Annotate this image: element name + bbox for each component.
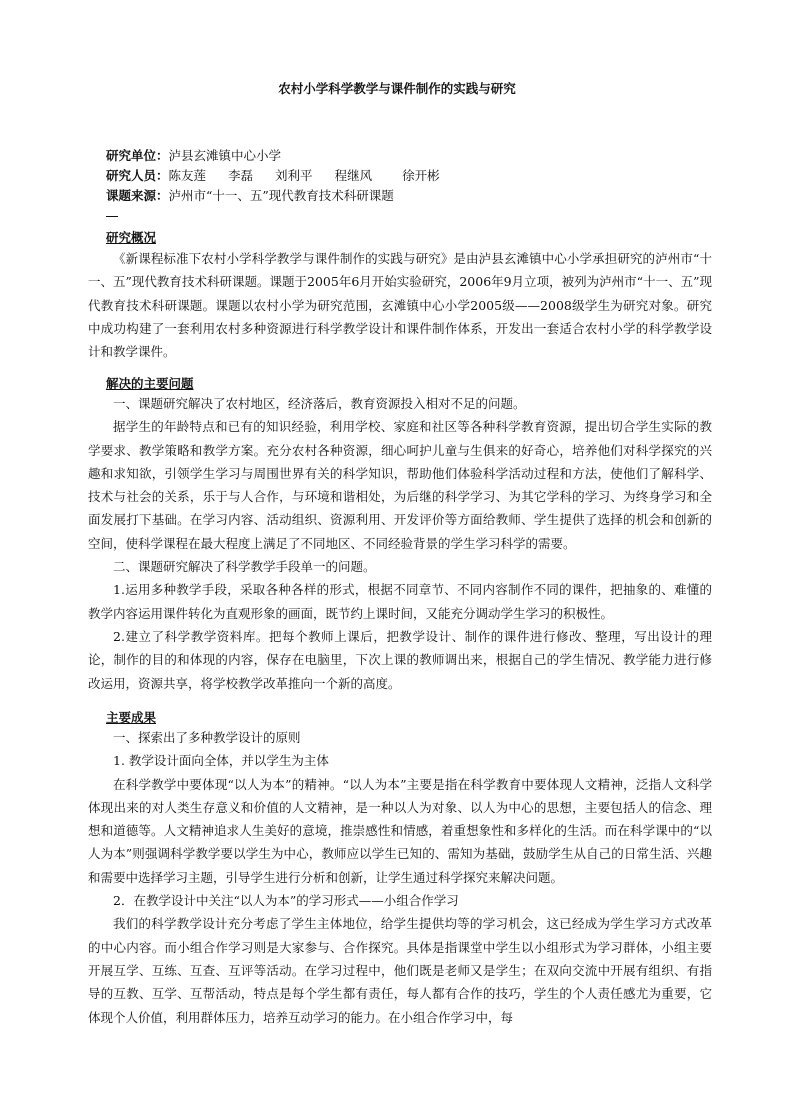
- topic-source-line: [106, 186, 706, 206]
- researchers-label: 研究人员：: [106, 168, 169, 183]
- paragraph: 二、课题研究解决了科学教学手段单一的问题。: [113, 559, 376, 575]
- document-title: 农村小学科学教学与课件制作的实践与研究: [278, 81, 516, 96]
- paragraph: 一、课题研究解决了农村地区，经济落后，教育资源投入相对不足的问题。: [113, 396, 526, 411]
- paragraph: 据学生的年龄特点和已有的知识经验，利用学校、家庭和社区等各种科学教育资源，提出切合学生实际的教学要求、教学策略和教学方案。充分农村各种资源，细心呵护儿童与生俱来的好奇心，培养他们对科学探究的兴趣和求知欲，引领学生学习与周围世界有关的科学知识，帮助他们体验科学活动过程和方法，使他们了解科学、技术与社会的关系，乐于与人合作，与环境和谐相处，为后继的科学学习、为其它学科的学习、为终身学习和全面发展打下基础。在学习内容、活动组织、资源利用、开发评价等方面给教师、学生提供了选择的机会和创新的空间，使科学课程在最大程度上满足了不同地区、不同经验背景的学生学习科学的需要。: [88, 419, 712, 551]
- topic-source-value: 泸州市“十一、五”现代教育技术科研课题: [168, 188, 394, 203]
- paragraph: 《新课程标准下农村小学科学教学与课件制作的实践与研究》是由泸县玄滩镇中心小学承担研究的泸州市“十一、五”现代教育技术科研课题。课题于2005年6月开始实验研究，2006年9月立项，被列为泸州市“十一、五”现代教育技术科研课题。课题以农村小学为研究范围，玄滩镇中心小学2005级——2008级学生为研究对象。研究中成功构建了一套利用农村多种资源进行科学教学设计和课件制作体系，开发出一套适合农村小学的科学教学设计和教学课件。: [88, 251, 712, 360]
- research-unit-value: 泸县玄滩镇中心小学: [168, 148, 282, 163]
- problems-body: [88, 392, 712, 695]
- paragraph: 我们的科学教学设计充分考虑了学生主体地位，给学生提供均等的学习机会，这已经成为学生学习方式改革的中心内容。而小组合作学习则是大家参与、合作探究。具体是指课堂中学生以小组形式为学习群体，小组主要开展互学、互练、互查、互评等活动。在学习过程中，他们既是老师又是学生；在双向交流中开展有组织、有指导的互教、互学、互帮活动，特点是每个学生都有责任，每人都有合作的技巧，学生的个人责任感尤为重要，它体现个人价值，利用群体压力，培养互动学习的能力。在小组合作学习中，每: [88, 916, 712, 1025]
- researcher-name: 程继风: [334, 168, 373, 183]
- researcher-name: 李磊: [228, 168, 254, 183]
- section-heading-overview: 研究概况: [106, 230, 157, 245]
- researcher-name: 刘利平: [275, 168, 313, 183]
- paragraph: 1. 教学设计面向全体，并以学生为主体: [113, 753, 329, 769]
- overview-body: [88, 247, 712, 363]
- paragraph: 在科学教学中要体现“以人为本”的精神。“以人为本”主要是指在科学教育中要体现人文精神，泛指人文科学体现出来的对人类生存意义和价值的人文精神，是一种以人为对象、以人为中心的思想，主要包括人的信念、理想和道德等。人文精神追求人生美好的意境，推崇感性和情感，着重想象性和多样化的生活。而在科学课中的“以人为本”则强调科学教学要以学生为中心，教师应以学生已知的、需知为基础，鼓励学生从自己的日常生活、兴趣和需要中选择学习主题，引导学生进行分析和创新，让学生通过科学探究来解决问题。: [88, 776, 712, 885]
- research-unit-line: [106, 146, 706, 166]
- paragraph: 2．在教学设计中关注“以人为本”的学习形式——小组合作学习: [113, 893, 459, 909]
- paragraph: 1.运用多种教学手段，采取各种各样的形式，根据不同章节、不同内容制作不同的课件，把抽象的、难懂的教学内容运用课件转化为直观形象的画面，既节约上课时间，又能充分调动学生学习的积极性。: [88, 582, 712, 621]
- separator-mark: [106, 216, 118, 217]
- paragraph: 一、探索出了多种教学设计的原则: [113, 730, 301, 745]
- topic-source-label: 课题来源：: [106, 188, 169, 203]
- section-heading-results: 主要成果: [106, 710, 157, 725]
- research-unit-label: 研究单位：: [106, 148, 169, 163]
- researchers-line: [106, 166, 706, 186]
- researcher-name: 陈友莲: [168, 168, 207, 183]
- section-heading-problems: 解决的主要问题: [106, 376, 194, 391]
- researcher-name: 徐开彬: [402, 168, 440, 183]
- results-body: [88, 726, 712, 1029]
- paragraph: 2.建立了科学教学资料库。把每个教师上课后，把教学设计、制作的课件进行修改、整理，写出设计的理论，制作的目的和体现的内容，保存在电脑里，下次上课的教师调出来，根据自己的学生情况、教学能力进行修改运用，资源共享，将学校教学改革推向一个新的高度。: [88, 628, 712, 691]
